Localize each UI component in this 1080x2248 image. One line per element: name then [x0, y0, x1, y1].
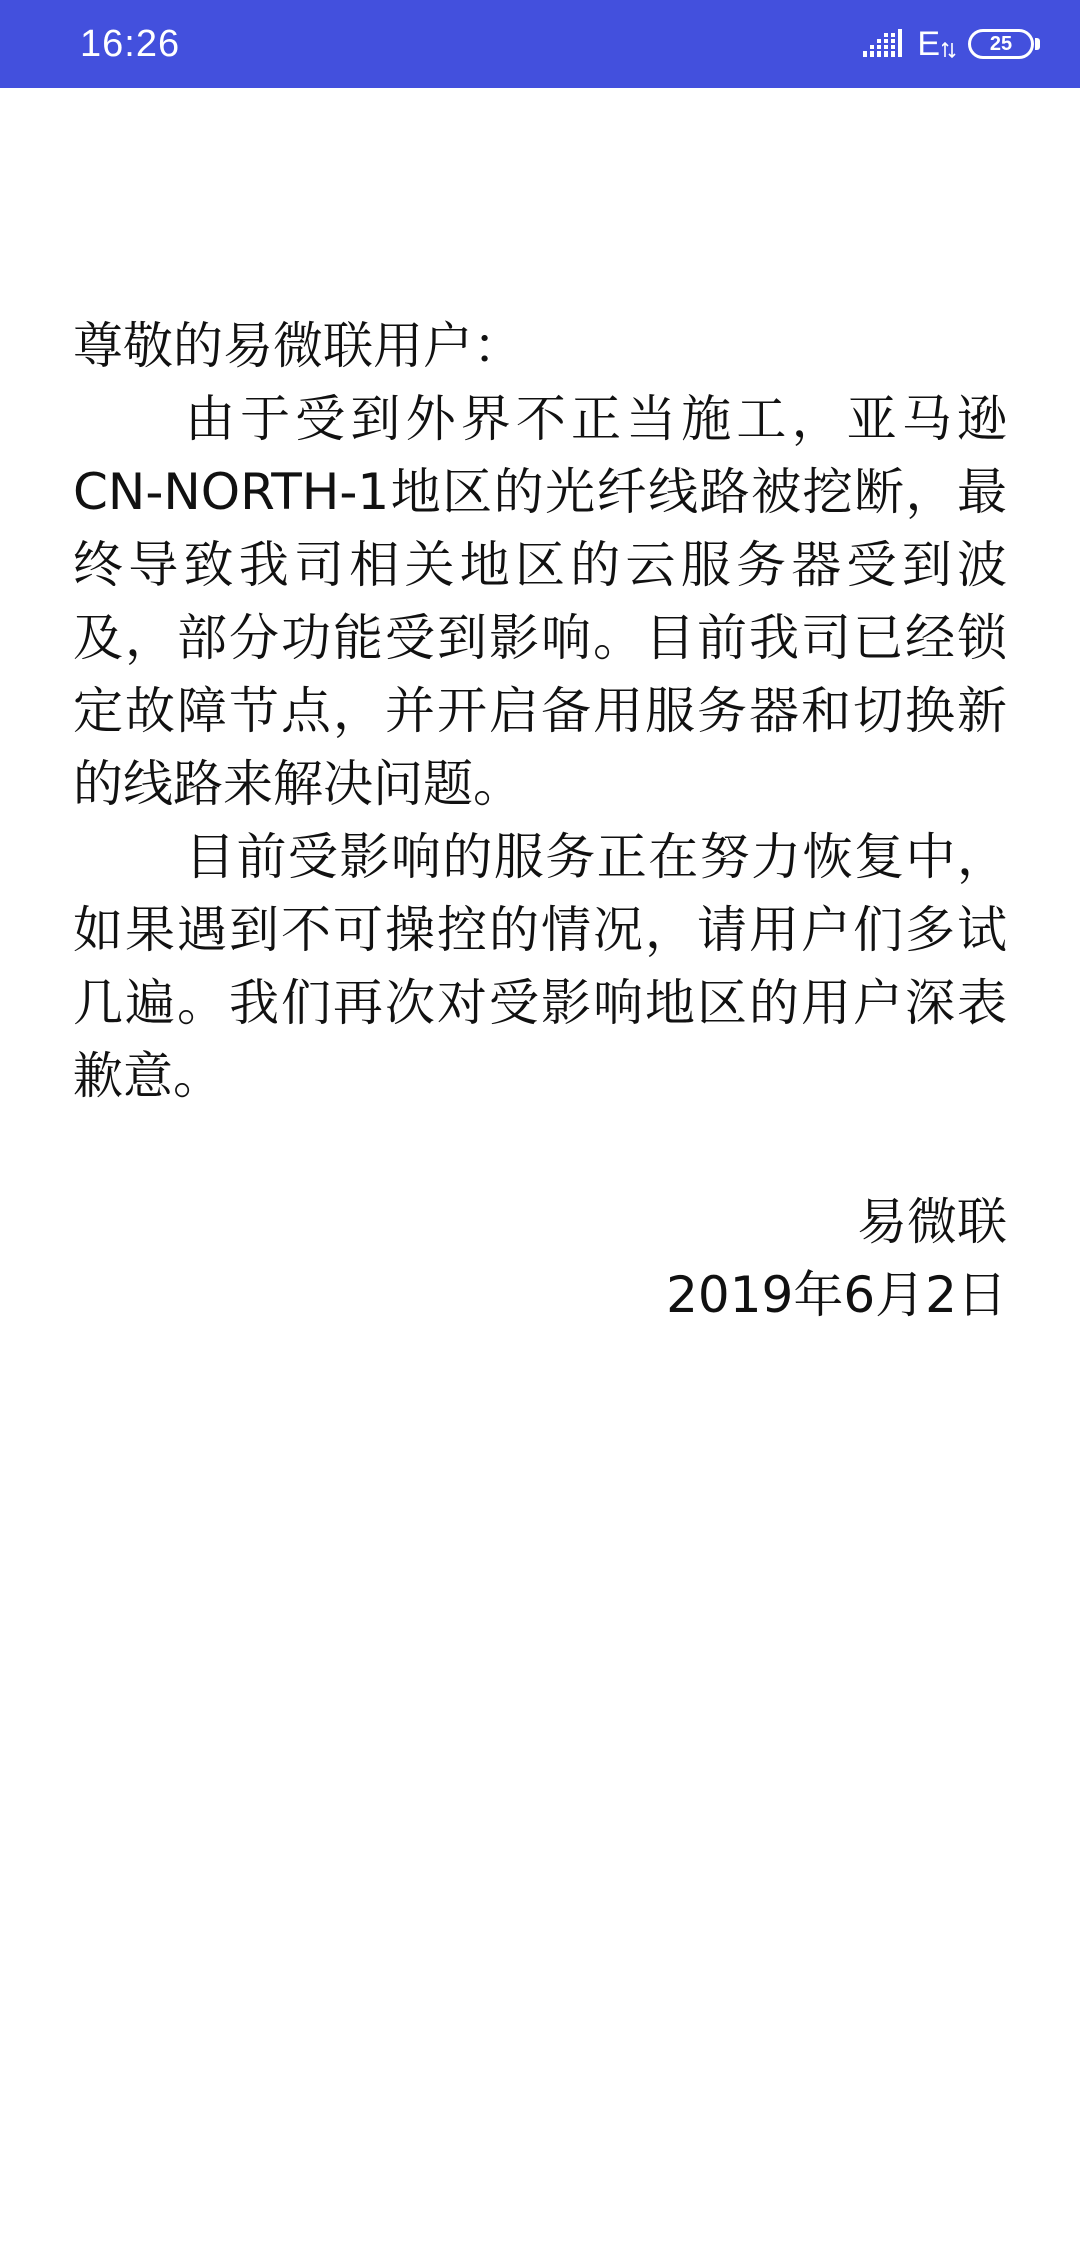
- letter-paragraph: 由于受到外界不正当施工，亚马逊CN-NORTH-1地区的光纤线路被挖断，最终导致我司相关地区的云服务器受到波及，部分功能受到影响。目前我司已经锁定故障节点，并开启备用服务器和切换新的线路来解决问题。: [73, 390, 1007, 813]
- signal-icon: [863, 29, 907, 59]
- signature-date: 2019年6月2日: [666, 1266, 1007, 1324]
- letter-content: [73, 310, 1007, 1332]
- letter-signature: [73, 1186, 1007, 1332]
- signature-company: 易微联: [857, 1193, 1007, 1251]
- battery-icon: [968, 29, 1034, 59]
- network-type-label: E: [917, 25, 940, 63]
- letter-paragraph: 目前受影响的服务正在努力恢复中，如果遇到不可操控的情况，请用户们多试几遍。我们再次对受影响地区的用户深表歉意。: [73, 828, 1007, 1105]
- battery-level: 25: [989, 33, 1013, 55]
- status-bar: [0, 0, 1080, 88]
- status-icons: [863, 22, 1040, 66]
- network-arrows-icon: [942, 42, 956, 58]
- battery-nub: [1035, 38, 1040, 50]
- status-time: 16:26: [80, 23, 181, 65]
- letter-greeting: 尊敬的易微联用户：: [73, 317, 523, 375]
